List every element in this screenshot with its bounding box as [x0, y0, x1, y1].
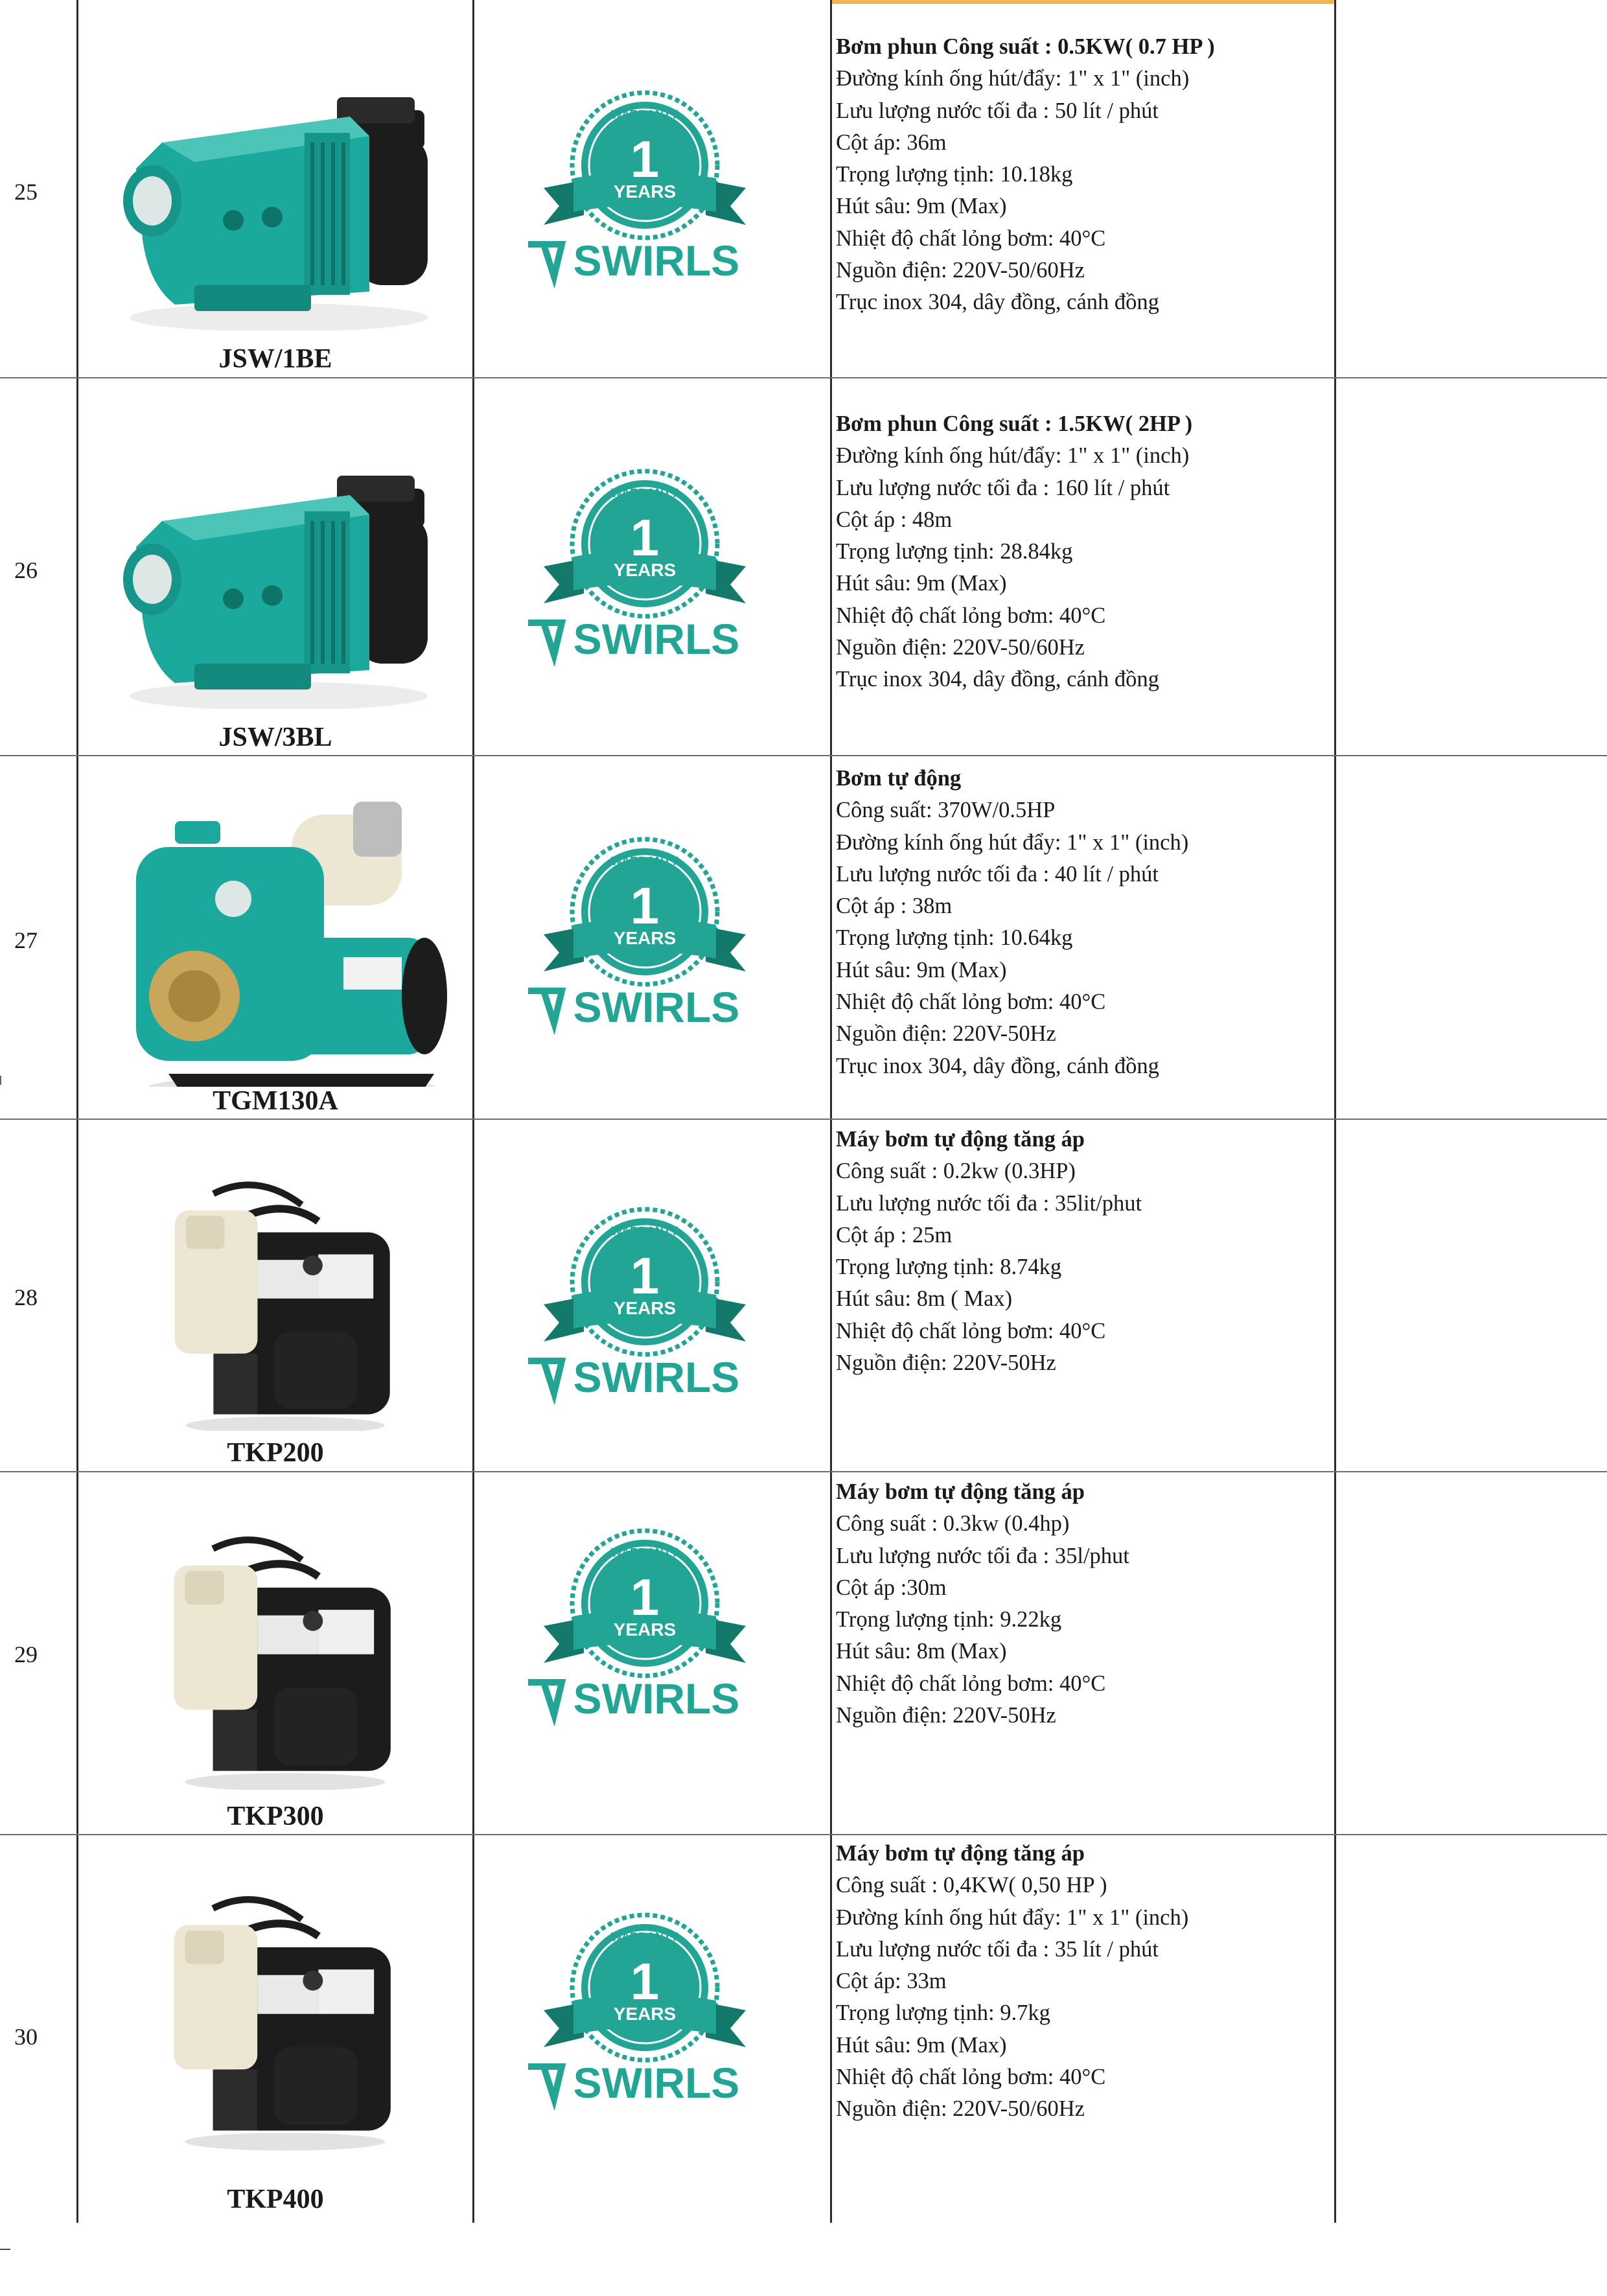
- model-name: TKP400: [227, 2185, 324, 2214]
- spec-line: Cột áp: 33m: [836, 1969, 947, 1994]
- spec-line: Hút sâu: 9m (Max): [836, 957, 1007, 982]
- swirls-logo-icon: [528, 1361, 562, 1393]
- spec-line: Nhiệt độ chất lỏng bơm: 40°C: [836, 990, 1106, 1015]
- warranty-unit: YEARS: [613, 1298, 676, 1318]
- table-row: [0, 378, 1607, 756]
- spec-line: Nhiệt độ chất lỏng bơm: 40°C: [836, 603, 1106, 628]
- spec-line: Cột áp: 36m: [836, 130, 947, 155]
- spec-line: Trọng lượng tịnh: 10.18kg: [836, 162, 1073, 187]
- spec-list: [836, 763, 1328, 1082]
- warranty-unit: YEARS: [613, 1619, 676, 1640]
- spec-line: Máy bơm tự động tăng áp: [836, 1127, 1085, 1152]
- warranty-ribbon-text: WARRANTY: [611, 487, 678, 500]
- table-row: [0, 1120, 1607, 1472]
- spec-line: Trọng lượng tịnh: 10.64kg: [836, 925, 1073, 951]
- spec-line: Đường kính ống hút/đẩy: 1" x 1" (inch): [836, 66, 1190, 91]
- brand-name: SWIRLS: [573, 615, 740, 663]
- table-row: [0, 0, 1607, 378]
- warranty-ribbon-text: WARRANTY: [611, 1225, 678, 1238]
- spec-line: Trọng lượng tịnh: 9.22kg: [836, 1607, 1062, 1632]
- swirls-logo-icon: [528, 244, 562, 277]
- spec-line: Nguồn điện: 220V-50/60Hz: [836, 258, 1085, 283]
- spec-line: Nhiệt độ chất lỏng bơm: 40°C: [836, 1318, 1106, 1343]
- spec-line: Trục inox 304, dây đồng, cánh đồng: [836, 667, 1159, 692]
- brand-name: SWIRLS: [573, 2059, 740, 2107]
- row-number: 25: [14, 179, 38, 205]
- swirls-logo-icon: [528, 623, 562, 655]
- auto-pump-image: [97, 789, 460, 1087]
- spec-line: Lưu lượng nước tối đa : 35l/phut: [836, 1543, 1129, 1568]
- spec-line: Trục inox 304, dây đồng, cánh đồng: [836, 1053, 1159, 1078]
- spec-line: Máy bơm tự động tăng áp: [836, 1841, 1085, 1866]
- warranty-unit: YEARS: [613, 928, 676, 948]
- model-name: JSW/3BL: [218, 723, 332, 752]
- spec-list: [836, 1838, 1328, 2126]
- table-row: [0, 1472, 1607, 1835]
- warranty-ribbon-text: WARRANTY: [611, 1546, 678, 1559]
- model-name: JSW/1BE: [218, 344, 332, 374]
- booster-pump-image: [130, 1874, 441, 2159]
- spec-line: Trọng lượng tịnh: 28.84kg: [836, 539, 1073, 564]
- warranty-unit: YEARS: [613, 560, 676, 580]
- spec-line: Đường kính ống hút đẩy: 1" x 1" (inch): [836, 829, 1189, 855]
- brand-name: SWIRLS: [573, 1675, 740, 1722]
- jet-pump-image: [97, 71, 460, 330]
- booster-pump-image: [130, 1524, 441, 1790]
- spec-line: Hút sâu: 8m ( Max): [836, 1286, 1013, 1312]
- warranty-unit: YEARS: [613, 181, 676, 202]
- spec-line: Trọng lượng tịnh: 9.7kg: [836, 2000, 1050, 2026]
- spec-line: Lưu lượng nước tối đa : 40 lít / phút: [836, 861, 1159, 887]
- warranty-number: 1: [630, 877, 660, 934]
- spec-line: Cột áp : 48m: [836, 507, 953, 532]
- model-name: TKP200: [227, 1438, 324, 1468]
- table-row: [0, 1835, 1607, 2223]
- spec-list: [836, 31, 1328, 319]
- warranty-ribbon-text: WARRANTY: [611, 108, 678, 121]
- warranty-ribbon-text: WARRANTY: [611, 855, 678, 868]
- spec-line: Bơm tự động: [836, 766, 962, 791]
- spec-line: Công suất: 370W/0.5HP: [836, 798, 1056, 823]
- spec-line: Bơm phun Công suất : 1.5KW( 2HP ): [836, 412, 1193, 436]
- spec-line: Nguồn điện: 220V-50/60Hz: [836, 2096, 1085, 2122]
- spec-line: Lưu lượng nước tối đa : 50 lít / phút: [836, 98, 1159, 123]
- brand-name: SWIRLS: [573, 983, 740, 1031]
- row-number: 27: [14, 927, 38, 953]
- spec-line: Cột áp : 38m: [836, 894, 953, 919]
- row-number: 29: [14, 1641, 38, 1667]
- spec-line: Trục inox 304, dây đồng, cánh đồng: [836, 290, 1159, 315]
- spec-line: Nguồn điện: 220V-50Hz: [836, 1703, 1056, 1728]
- spec-line: Nguồn điện: 220V-50Hz: [836, 1351, 1056, 1376]
- spec-line: Nhiệt độ chất lỏng bơm: 40°C: [836, 226, 1106, 251]
- brand-name: SWIRLS: [573, 1353, 740, 1401]
- warranty-number: 1: [630, 130, 660, 188]
- spec-list: [836, 1476, 1328, 1732]
- swirls-logo-icon: [528, 2067, 562, 2099]
- warranty-badge: [522, 1513, 768, 1746]
- spec-line: Công suất : 0,4KW( 0,50 HP ): [836, 1873, 1107, 1898]
- spec-line: Hút sâu: 8m (Max): [836, 1639, 1007, 1664]
- model-name: TGM130A: [213, 1086, 338, 1116]
- table-row: [0, 756, 1607, 1120]
- spec-line: Bơm phun Công suất : 0.5KW( 0.7 HP ): [836, 34, 1215, 59]
- spec-line: Nhiệt độ chất lỏng bơm: 40°C: [836, 1671, 1106, 1696]
- spec-line: Lưu lượng nước tối đa : 35lit/phut: [836, 1190, 1142, 1216]
- warranty-number: 1: [630, 1247, 660, 1305]
- warranty-ribbon-text: WARRANTY: [611, 1931, 678, 1943]
- warranty-unit: YEARS: [613, 2004, 676, 2024]
- brand-name: SWIRLS: [573, 237, 740, 284]
- warranty-badge: [522, 75, 768, 308]
- spec-list: [836, 408, 1328, 696]
- spec-line: Nguồn điện: 220V-50Hz: [836, 1021, 1056, 1047]
- spec-line: Trọng lượng tịnh: 8.74kg: [836, 1255, 1062, 1280]
- row-number: 26: [14, 557, 38, 583]
- row-number: 30: [14, 2024, 38, 2050]
- swirls-logo-icon: [528, 1682, 562, 1715]
- spec-line: Lưu lượng nước tối đa : 160 lít / phút: [836, 475, 1170, 500]
- spec-line: Nhiệt độ chất lỏng bơm: 40°C: [836, 2065, 1106, 2090]
- spec-line: Cột áp : 25m: [836, 1222, 953, 1247]
- spec-line: Lưu lượng nước tối đa : 35 lít / phút: [836, 1936, 1159, 1962]
- row-number: 28: [14, 1284, 38, 1310]
- spec-line: Nguồn điện: 220V-50/60Hz: [836, 635, 1085, 660]
- warranty-badge: [522, 1191, 768, 1424]
- spec-line: Máy bơm tự động tăng áp: [836, 1479, 1085, 1504]
- spec-line: Hút sâu: 9m (Max): [836, 571, 1007, 596]
- spec-line: Hút sâu: 9m (Max): [836, 194, 1007, 219]
- warranty-badge: [522, 821, 768, 1054]
- warranty-number: 1: [630, 1568, 660, 1626]
- warranty-number: 1: [630, 509, 660, 566]
- spec-line: Hút sâu: 9m (Max): [836, 2032, 1007, 2058]
- jet-pump-image: [97, 450, 460, 709]
- spec-line: Cột áp :30m: [836, 1575, 947, 1600]
- spec-line: Đường kính ống hút đẩy: 1" x 1" (inch): [836, 1905, 1189, 1930]
- booster-pump-image: [130, 1172, 441, 1431]
- model-name: TKP300: [227, 1802, 324, 1831]
- warranty-badge: [522, 453, 768, 686]
- page-corner-mark: [0, 2249, 10, 2250]
- warranty-badge: [522, 1897, 768, 2130]
- spec-list: [836, 1124, 1328, 1379]
- warranty-number: 1: [630, 1953, 660, 2010]
- swirls-logo-icon: [528, 991, 562, 1023]
- spec-line: Công suất : 0.2kw (0.3HP): [836, 1159, 1076, 1184]
- spec-line: Đường kính ống hút/đẩy: 1" x 1" (inch): [836, 443, 1190, 469]
- spec-line: Công suất : 0.3kw (0.4hp): [836, 1511, 1070, 1536]
